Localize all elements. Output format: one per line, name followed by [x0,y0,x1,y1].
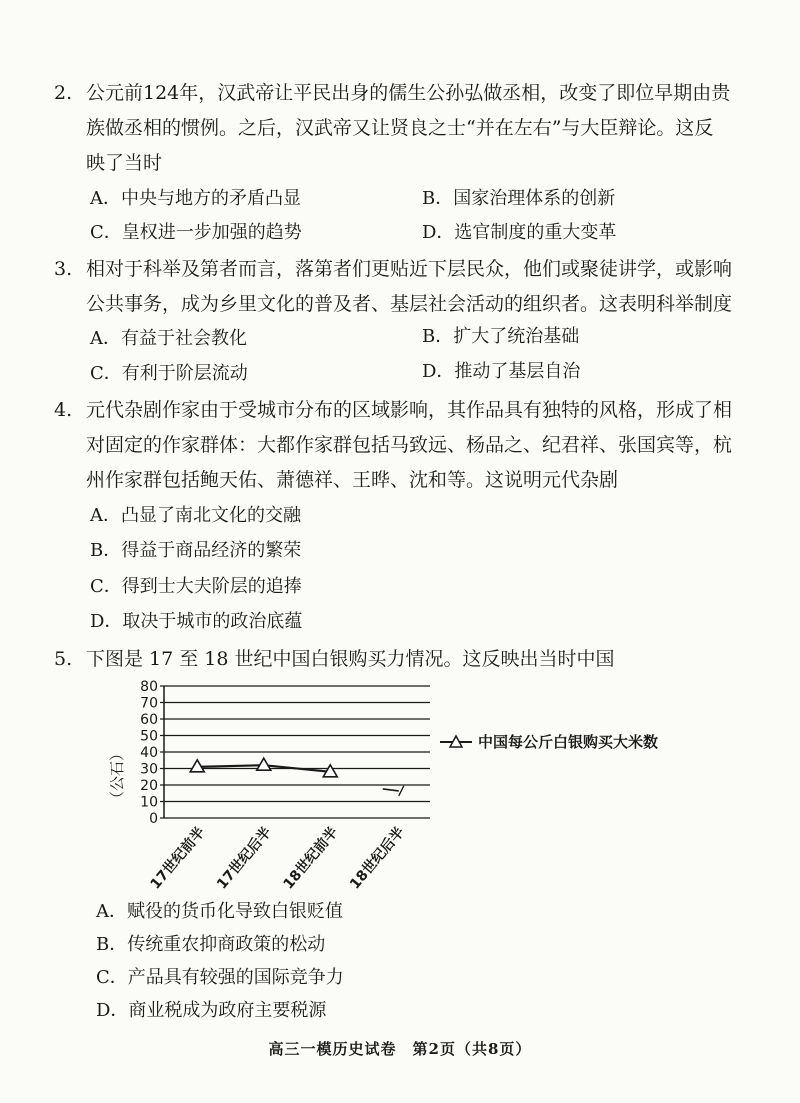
question-3-option-a: A．有益于社会教化 [90,328,247,349]
chart-x-ticks [147,824,408,893]
question-4-number: 4. [54,399,73,421]
chart-y-tick-label: 80 [140,679,158,695]
chart-legend [440,733,658,751]
question-2-option-b: B．国家治理体系的创新 [422,188,616,209]
chart-y-tick-label: 30 [140,761,158,778]
question-3-stem-line-2: 公共事务，成为乡里文化的普及者、基层社会活动的组织者。这表明科举制度 [86,293,733,315]
chart-point-marker-faded [399,786,404,796]
question-4-option-c: C．得到士大夫阶层的追捧 [90,576,302,597]
question-5-option-b: B．传统重农抑商政策的松动 [96,934,326,955]
question-2-stem-line-1: 公元前124年，汉武帝让平民出身的儒生公孙弘做丞相，改变了即位早期由贵 [86,82,731,104]
question-3-option-c: C．有利于阶层流动 [90,363,248,384]
chart-y-tick-label: 20 [140,778,158,794]
chart-y-ticks [140,679,158,827]
chart-grid [160,686,430,818]
chart-y-tick-label: 10 [140,794,158,811]
question-4-option-a: A．凸显了南北文化的交融 [90,505,301,526]
chart-point-marker [257,758,271,770]
question-5-option-c: C．产品具有较强的国际竞争力 [96,967,344,988]
question-3-stem-line-1: 相对于科举及第者而言，落第者们更贴近下层民众，他们或聚徒讲学，或影响 [86,258,733,280]
question-3-option-d: D．推动了基层自治 [422,361,581,382]
question-4-option-d: D．取决于城市的政治底蕴 [90,611,303,632]
question-2-stem-line-3: 映了当时 [86,152,163,174]
question-5-option-a: A．赋役的货币化导致白银贬值 [96,901,343,922]
question-5-number: 5. [54,648,73,670]
chart-y-tick-label: 50 [140,728,158,745]
chart-y-axis-label: （公石） [108,745,126,807]
chart-x-tick-label: 17世纪前半 [147,824,209,893]
chart-y-tick-label: 40 [140,745,158,761]
chart-x-tick-label: 18世纪后半 [347,824,408,893]
question-2-option-c: C．皇权进一步加强的趋势 [90,222,302,243]
chart-series [190,758,404,796]
question-2-number: 2. [54,82,73,104]
chart-x-tick-label: 17世纪后半 [214,824,275,893]
question-4-stem-line-3: 州作家群包括鲍天佑、萧德祥、王晔、沈和等。这说明元代杂剧 [86,469,619,491]
chart-x-tick-label: 18世纪前半 [280,824,342,893]
chart-y-tick-label: 70 [140,695,158,712]
silver-purchasing-power-chart [100,676,720,906]
question-4-stem-line-1: 元代杂剧作家由于受城市分布的区域影响，其作品具有独特的风格，形成了相 [86,399,733,421]
question-5-option-d: D．商业税成为政府主要税源 [96,1000,327,1021]
question-4-stem-line-2: 对固定的作家群体：大都作家群包括马致远、杨品之、纪君祥、张国宾等，杭 [86,434,733,456]
question-5-stem-line-1: 下图是 17 至 18 世纪中国白银购买力情况。这反映出当时中国 [86,648,615,670]
question-3-option-b: B．扩大了统治基础 [422,326,580,347]
chart-series-line-tail [383,789,399,791]
question-2-option-d: D．选官制度的重大变革 [422,222,617,243]
question-2-stem-line-2: 族做丞相的惯例。之后，汉武帝又让贤良之士“并在左右”与大臣辩论。这反 [86,117,714,139]
question-4-option-b: B．得益于商品经济的繁荣 [90,540,302,561]
question-3-number: 3. [54,258,73,280]
chart-y-tick-label: 0 [149,811,158,827]
page-footer: 高三一模历史试卷 第2页（共8页） [268,1040,532,1058]
chart-legend-label: 中国每公斤白银购买大米数 [478,733,659,751]
chart-y-tick-label: 60 [140,712,158,728]
question-2-option-a: A．中央与地方的矛盾凸显 [90,188,301,209]
